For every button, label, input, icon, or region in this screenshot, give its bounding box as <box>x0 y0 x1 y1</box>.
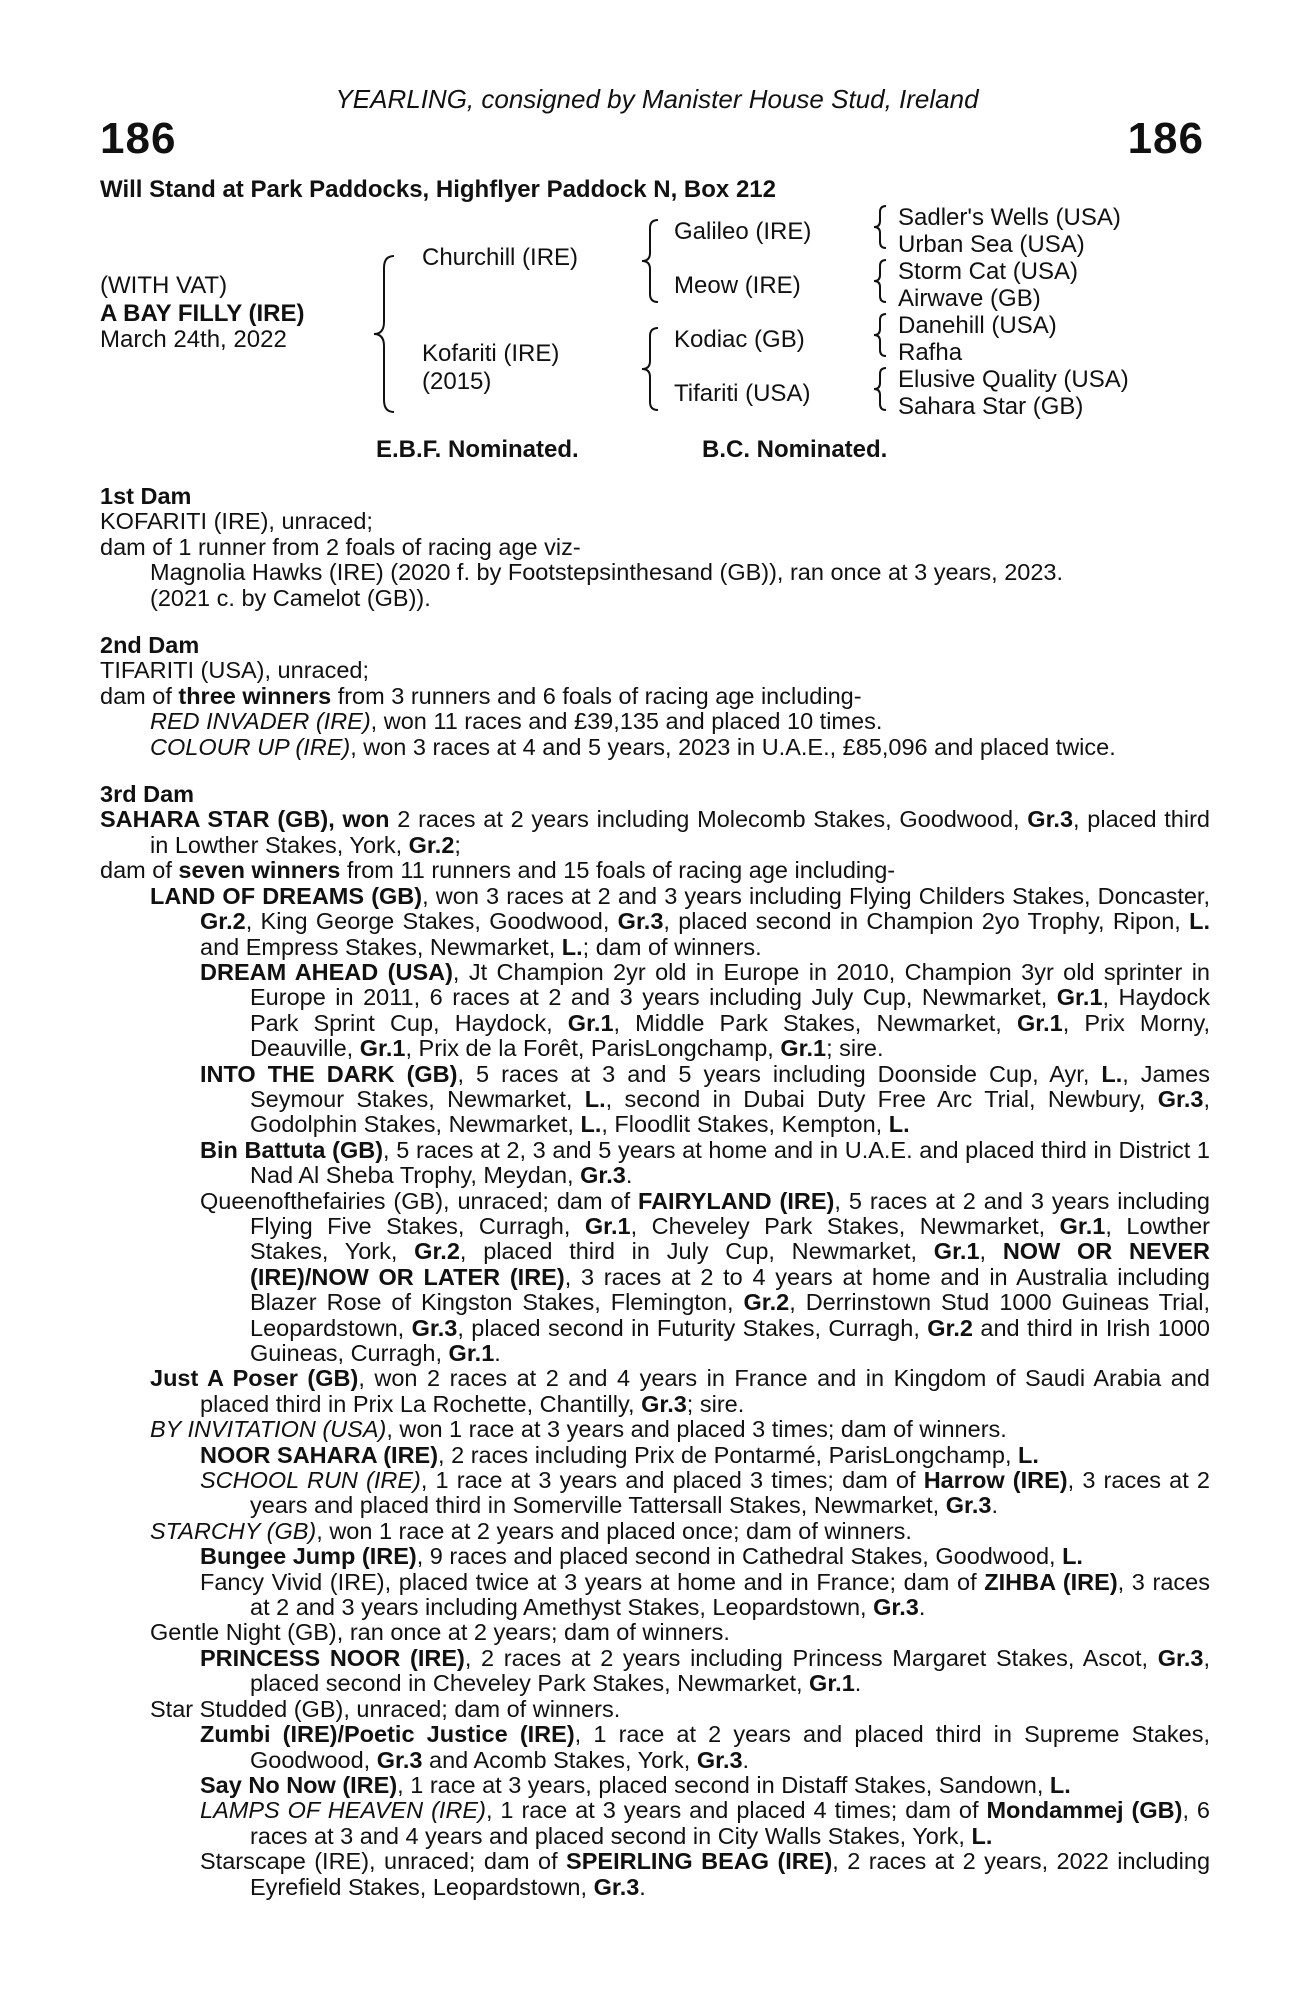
record-text: RED INVADER (IRE) <box>150 708 371 735</box>
record-text: Gr.2 <box>927 1314 973 1341</box>
record-text: STARCHY (GB) <box>150 1517 317 1544</box>
record-line <box>100 709 1210 734</box>
record-text: PRINCESS NOOR (IRE) <box>200 1644 465 1671</box>
pedigree-brace-ds <box>870 312 890 358</box>
record-text: Gr.3 <box>1027 806 1074 833</box>
record-line <box>100 658 1210 683</box>
record-text: , Prix de la Forêt, ParisLongchamp, <box>405 1035 781 1062</box>
record-text: L. <box>888 1111 910 1138</box>
record-text: Gr.3 <box>593 1873 640 1900</box>
record-text: Gr.3 <box>641 1390 687 1417</box>
record-text: , <box>328 806 343 833</box>
record-text: dam of <box>100 857 179 884</box>
vat-note: (WITH VAT) <box>100 272 228 299</box>
record-text: Queenofthefairies (GB), unraced; dam of <box>200 1187 639 1214</box>
record-text: , 5 races at 2, 3 and 5 years at home and in U.A.E. and placed third in District 1 Nad Al Sheba Trophy, Meydan, <box>250 1136 1210 1189</box>
record-text: , <box>979 1238 1003 1265</box>
lot-number-right: 186 <box>1127 114 1204 163</box>
record-text: Gr.1 <box>1059 1212 1106 1239</box>
record-text: FAIRYLAND (IRE) <box>638 1187 835 1214</box>
pedigree-sire-dam: Meow (IRE) <box>674 272 801 299</box>
record-text: , won 1 race at 3 years and placed 3 times; dam of winners. <box>386 1416 1007 1443</box>
record-text: , Middle Park Stakes, Newmarket, <box>613 1009 1017 1036</box>
record-text: , won 1 race at 2 years and placed once; dam of winners. <box>316 1517 912 1544</box>
record-text: and Empress Stakes, Newmarket, <box>200 933 562 960</box>
pedigree-dam-year: (2015) <box>422 368 492 395</box>
record-text: SPEIRLING BEAG (IRE) <box>566 1848 833 1875</box>
record-text: Gr.1 <box>933 1238 980 1265</box>
record-line <box>100 1646 1210 1697</box>
record-text: three winners <box>178 682 332 709</box>
record-text: Gr.1 <box>448 1340 495 1366</box>
pedigree-dsd: Rafha <box>898 339 963 366</box>
record-text: Gr.2 <box>408 831 455 858</box>
record-line <box>100 1798 1210 1849</box>
record-text: DREAM AHEAD (USA) <box>200 958 453 985</box>
record-line <box>100 1189 1210 1367</box>
pedigree-brace-ss <box>870 204 890 250</box>
record-line <box>100 1468 1210 1519</box>
record-line <box>100 1773 1210 1798</box>
pedigree-dds: Elusive Quality (USA) <box>898 366 1129 393</box>
record-text: Gr.2 <box>414 1238 460 1265</box>
record-text: Gr.3 <box>696 1746 743 1773</box>
record-text: NOOR SAHARA (IRE) <box>200 1441 439 1468</box>
foaling-date: March 24th, 2022 <box>100 326 287 353</box>
horse-name <box>100 300 305 328</box>
record-text: , 3 races at 2 and 3 years including Amethyst Stakes, Leopardstown, <box>250 1568 1210 1621</box>
record-text: , 5 races at 3 and 5 years including Doonside Cup, Ayr, <box>457 1060 1102 1087</box>
record-text: , won 3 races at 4 and 5 years, 2023 in U.A.E., £85,096 and placed twice. <box>350 733 1116 760</box>
record-text: Gr.3 <box>376 1746 423 1773</box>
record-text: , placed third in July Cup, Newmarket, <box>459 1238 934 1265</box>
record-text: L. <box>1062 1543 1083 1570</box>
record-text: , James Seymour Stakes, Newmarket, <box>250 1060 1210 1112</box>
record-text: , 5 races at 2 and 3 years including Flying Five Stakes, Curragh, <box>250 1187 1211 1239</box>
pedigree-dam: Kofariti (IRE) <box>422 340 560 367</box>
pedigree-brace-sd <box>870 258 890 304</box>
record-line <box>100 1544 1210 1569</box>
record-text: . <box>854 1670 862 1697</box>
record-text: 2 races at 2 years including Molecomb Stakes, Goodwood, <box>389 806 1028 833</box>
bc-nomination: B.C. Nominated. <box>702 436 888 463</box>
record-text: NOW OR NEVER (IRE)/NOW OR LATER (IRE) <box>250 1238 1210 1290</box>
pedigree-sds: Storm Cat (USA) <box>898 258 1079 285</box>
horse-name-text: A BAY FILLY (IRE) <box>100 300 305 327</box>
record-text: , Jt Champion 2yr old in Europe in 2010, Champion 3yr old sprinter in Europe in 2011, 6 races at 2 and 3 years including July Cup, Newmarket, <box>250 958 1210 1011</box>
record-text: , 1 race at 2 years and placed third in Supreme Stakes, Goodwood, <box>250 1721 1210 1773</box>
record-line <box>100 586 1210 611</box>
record-line <box>100 960 1210 1062</box>
record-text: , 1 race at 3 years and placed 3 times; dam of <box>420 1467 924 1494</box>
record-line <box>100 509 1210 534</box>
record-text: , second in Dubai Duty Free Arc Trial, Newbury, <box>605 1085 1158 1112</box>
record-line <box>100 735 1210 760</box>
record-text: . <box>991 1492 998 1519</box>
section-heading: 3rd Dam <box>100 781 195 808</box>
record-text: ; dam of winners. <box>582 933 762 960</box>
record-text: dam of 1 runner from 2 foals of racing age viz- <box>100 533 581 560</box>
record-text: Just A Poser (GB) <box>150 1365 359 1392</box>
record-text: INTO THE DARK (GB) <box>200 1060 458 1087</box>
record-text: , Derrinstown Stud 1000 Guineas Trial, Leopardstown, <box>250 1289 1210 1341</box>
record-text: TIFARITI (USA), unraced; <box>100 657 370 684</box>
record-text: Gr.1 <box>567 1009 614 1036</box>
pedigree-ddd: Sahara Star (GB) <box>898 393 1084 420</box>
pedigree-dam-dam: Tifariti (USA) <box>674 380 811 407</box>
record-text: Gr.2 <box>200 908 246 935</box>
record-text: Star Studded (GB), unraced; dam of winners. <box>150 1695 621 1722</box>
record-text: , Lowther Stakes, York, <box>250 1212 1211 1265</box>
record-text: Bungee Jump (IRE) <box>200 1543 417 1570</box>
record-text: , won 2 races at 2 and 4 years in France and in Kingdom of Saudi Arabia and placed third in Prix La Rochette, Chantilly, <box>200 1365 1210 1417</box>
record-text: , 6 races at 3 and 4 years and placed second in City Walls Stakes, York, <box>250 1797 1210 1849</box>
consignment-header: YEARLING, consigned by Manister House Stud, Ireland <box>335 84 979 114</box>
record-text: Gr.3 <box>873 1594 919 1621</box>
record-text: Gr.3 <box>580 1162 626 1189</box>
record-text: . <box>494 1340 501 1366</box>
record-text: . <box>742 1746 750 1773</box>
record-text: Gr.3 <box>1157 1644 1204 1671</box>
record-text: Starscape (IRE), unraced; dam of <box>200 1848 567 1875</box>
record-text: L. <box>1049 1771 1071 1798</box>
record-text: L. <box>1189 908 1210 935</box>
record-text: Bin Battuta (GB) <box>200 1136 384 1163</box>
section-heading: 1st Dam <box>100 483 192 509</box>
record-text: Gr.1 <box>584 1212 631 1239</box>
record-text: Gr.1 <box>809 1670 855 1697</box>
stand-location: Will Stand at Park Paddocks, Highflyer Paddock N, Box 212 <box>100 176 776 203</box>
dam-section <box>100 782 1210 1900</box>
record-text: , 2 races at 2 years including Princess Margaret Stakes, Ascot, <box>464 1644 1158 1671</box>
pedigree-sire: Churchill (IRE) <box>422 244 579 271</box>
record-line <box>100 1697 1210 1722</box>
record-text: Gentle Night (GB), ran once at 2 years; dam of winners. <box>150 1619 730 1646</box>
pedigree-brace-sire <box>638 218 662 304</box>
record-text: Gr.1 <box>1016 1009 1063 1036</box>
record-text: KOFARITI (IRE), unraced; <box>100 508 373 535</box>
record-text: and Acomb Stakes, York, <box>422 1746 697 1773</box>
record-text: , 9 races and placed second in Cathedral Stakes, Goodwood, <box>416 1543 1063 1570</box>
record-text: Gr.1 <box>1056 984 1103 1011</box>
record-text: ; sire. <box>826 1035 884 1062</box>
record-text: , Godolphin Stakes, Newmarket, <box>250 1085 1210 1138</box>
record-line <box>100 535 1210 560</box>
record-text: dam of <box>100 682 179 709</box>
record-text: , Floodlit Stakes, Kempton, <box>601 1111 889 1138</box>
record-line <box>100 884 1210 960</box>
record-text: , 2 races at 2 years, 2022 including Eyrefield Stakes, Leopardstown, <box>250 1848 1211 1900</box>
record-text: BY INVITATION (USA) <box>150 1416 387 1443</box>
record-line <box>100 684 1210 709</box>
record-text: Gr.1 <box>359 1035 406 1062</box>
pedigree-sdd: Airwave (GB) <box>898 285 1041 312</box>
record-text: SCHOOL RUN (IRE) <box>200 1467 421 1494</box>
record-line <box>100 1443 1210 1468</box>
record-text: SAHARA STAR (GB) <box>100 806 329 833</box>
record-line <box>100 1138 1210 1189</box>
record-line <box>100 858 1210 883</box>
record-text: , 1 race at 3 years and placed 4 times; dam of <box>485 1797 987 1824</box>
record-text: , placed second in Cheveley Park Stakes, Newmarket, <box>250 1644 1210 1697</box>
dam-section <box>100 484 1210 611</box>
pedigree-sire-sire: Galileo (IRE) <box>674 218 812 245</box>
record-text: and third in Irish 1000 Guineas, Curragh, <box>250 1314 1210 1366</box>
record-text: from 11 runners and 15 foals of racing age including- <box>340 857 896 884</box>
record-text: LAND OF DREAMS (GB) <box>150 882 423 909</box>
record-text: (2021 c. by Camelot (GB)). <box>150 584 431 611</box>
record-text: seven winners <box>178 857 341 884</box>
record-text: L. <box>1101 1060 1123 1087</box>
pedigree-brace-main <box>370 254 398 414</box>
pedigree-dss: Danehill (USA) <box>898 312 1057 339</box>
record-text: , placed third in Lowther Stakes, York, <box>150 806 1210 858</box>
record-text: ; <box>454 831 461 858</box>
record-text: LAMPS OF HEAVEN (IRE) <box>200 1797 486 1824</box>
record-text: , Cheveley Park Stakes, Newmarket, <box>630 1212 1060 1239</box>
record-text: . <box>918 1594 926 1621</box>
record-text: . <box>625 1162 633 1189</box>
record-text: , Prix Morny, Deauville, <box>250 1009 1211 1062</box>
record-line <box>100 1722 1210 1773</box>
lot-number-left: 186 <box>100 114 177 163</box>
record-text: , 2 races including Prix de Pontarmé, ParisLongchamp, <box>438 1441 1019 1468</box>
record-text: from 3 runners and 6 foals of racing age including- <box>331 682 862 709</box>
record-text: won <box>342 806 390 833</box>
record-line <box>100 1849 1210 1900</box>
record-line <box>100 1620 1210 1645</box>
record-text: , 3 races at 2 to 4 years at home and in Australia including Blazer Rose of Kingston Stakes, Flemington, <box>250 1263 1210 1316</box>
pedigree-ssd: Urban Sea (USA) <box>898 231 1085 258</box>
record-text: , won 3 races at 2 and 3 years including Flying Childers Stakes, Doncaster, <box>422 882 1210 909</box>
record-text: Gr.3 <box>411 1314 458 1341</box>
record-line <box>100 1062 1210 1138</box>
section-heading: 2nd Dam <box>100 632 200 659</box>
dam-section <box>100 633 1210 760</box>
record-text: COLOUR UP (IRE) <box>150 733 351 760</box>
record-text: Zumbi (IRE)/Poetic Justice (IRE) <box>200 1721 575 1748</box>
record-text: L. <box>561 933 583 960</box>
pedigree-brace-dam <box>638 326 662 412</box>
record-text: Gr.2 <box>743 1289 790 1316</box>
dam-records <box>100 484 1210 1900</box>
record-line <box>100 807 1210 858</box>
record-text: Say No Now (IRE) <box>200 1771 398 1798</box>
record-text: Gr.3 <box>945 1492 992 1519</box>
record-text: Gr.3 <box>1157 1085 1204 1112</box>
pedigree-sss: Sadler's Wells (USA) <box>898 204 1121 231</box>
record-text: ZIHBA (IRE) <box>984 1568 1118 1595</box>
record-text: L. <box>580 1111 602 1138</box>
record-text: Gr.3 <box>617 908 664 935</box>
record-text: Gr.1 <box>780 1035 827 1062</box>
record-text: ; sire. <box>686 1390 745 1417</box>
record-text: L. <box>1018 1441 1039 1468</box>
record-text: L. <box>971 1822 993 1849</box>
record-text: L. <box>584 1085 606 1112</box>
pedigree-brace-dd <box>870 366 890 412</box>
record-line <box>100 1570 1210 1621</box>
record-text: , Haydock Park Sprint Cup, Haydock, <box>250 984 1210 1036</box>
record-text: Fancy Vivid (IRE), placed twice at 3 years at home and in France; dam of <box>200 1568 985 1595</box>
record-text: , 1 race at 3 years, placed second in Distaff Stakes, Sandown, <box>397 1771 1050 1798</box>
record-line <box>100 1417 1210 1442</box>
record-line <box>100 1519 1210 1544</box>
record-text: , 3 races at 2 years and placed third in Somerville Tattersall Stakes, Newmarket, <box>250 1467 1210 1519</box>
record-text: , King George Stakes, Goodwood, <box>245 908 618 935</box>
record-text: , placed second in Futurity Stakes, Curragh, <box>457 1314 928 1341</box>
pedigree-dam-sire: Kodiac (GB) <box>674 326 805 353</box>
record-text: Magnolia Hawks (IRE) (2020 f. by Footstepsinthesand (GB)), ran once at 3 years, 2023. <box>150 559 1064 586</box>
record-text: Harrow (IRE) <box>923 1467 1068 1494</box>
record-line <box>100 1366 1210 1417</box>
record-text: , placed second in Champion 2yo Trophy, Ripon, <box>663 908 1190 935</box>
record-line <box>100 560 1210 585</box>
record-text: , won 11 races and £39,135 and placed 10 times. <box>370 708 883 735</box>
record-text: Mondammej (GB) <box>986 1797 1183 1824</box>
ebf-nomination: E.B.F. Nominated. <box>376 436 579 463</box>
record-text: . <box>639 1873 646 1900</box>
